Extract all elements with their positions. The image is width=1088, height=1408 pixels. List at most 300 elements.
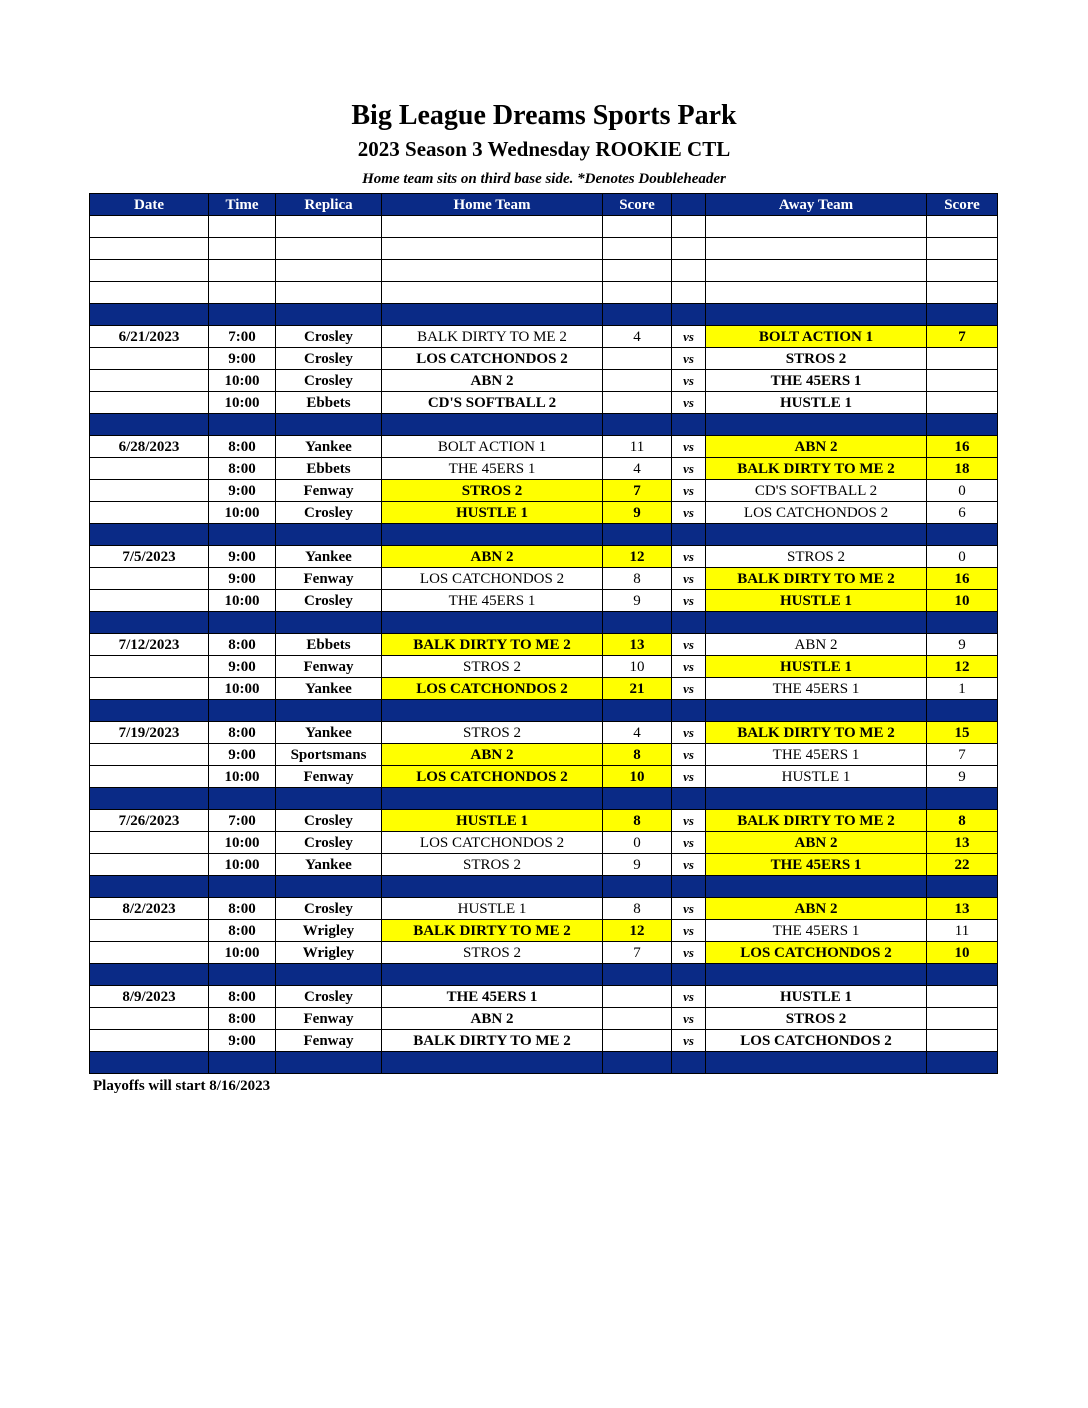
date-cell <box>90 766 209 788</box>
replica-cell <box>276 282 382 304</box>
replica-cell <box>276 524 382 546</box>
home-team-cell <box>382 216 603 238</box>
week-separator-row <box>90 700 998 722</box>
home-score-cell <box>603 1030 672 1052</box>
vs-cell: vs <box>672 1030 706 1052</box>
replica-cell: Crosley <box>276 348 382 370</box>
home-team-cell: LOS CATCHONDOS 2 <box>382 568 603 590</box>
week-separator-row <box>90 1052 998 1074</box>
time-cell <box>209 524 276 546</box>
away-score-cell: 9 <box>927 634 998 656</box>
home-team-cell: STROS 2 <box>382 480 603 502</box>
vs-cell <box>672 304 706 326</box>
away-team-cell: HUSTLE 1 <box>706 986 927 1008</box>
away-team-cell: HUSTLE 1 <box>706 392 927 414</box>
vs-cell: vs <box>672 392 706 414</box>
away-team-cell: BALK DIRTY TO ME 2 <box>706 810 927 832</box>
replica-cell: Fenway <box>276 766 382 788</box>
away-score-cell <box>927 964 998 986</box>
column-header-time: Time <box>209 194 276 216</box>
time-cell: 7:00 <box>209 326 276 348</box>
vs-cell <box>672 414 706 436</box>
time-cell: 10:00 <box>209 766 276 788</box>
home-team-cell <box>382 524 603 546</box>
date-cell: 7/12/2023 <box>90 634 209 656</box>
away-team-cell: STROS 2 <box>706 348 927 370</box>
game-row <box>90 986 998 1008</box>
date-cell <box>90 744 209 766</box>
date-cell <box>90 656 209 678</box>
away-score-cell <box>927 986 998 1008</box>
home-team-cell: ABN 2 <box>382 370 603 392</box>
vs-cell <box>672 238 706 260</box>
away-score-cell: 15 <box>927 722 998 744</box>
time-cell <box>209 964 276 986</box>
away-team-cell <box>706 414 927 436</box>
away-score-cell <box>927 1008 998 1030</box>
away-score-cell <box>927 700 998 722</box>
home-score-cell <box>603 304 672 326</box>
home-score-cell: 8 <box>603 744 672 766</box>
replica-cell: Crosley <box>276 502 382 524</box>
date-cell <box>90 282 209 304</box>
week-separator-row <box>90 414 998 436</box>
date-cell <box>90 700 209 722</box>
game-row <box>90 370 998 392</box>
home-team-cell: ABN 2 <box>382 1008 603 1030</box>
home-team-cell <box>382 238 603 260</box>
home-score-cell <box>603 260 672 282</box>
vs-cell: vs <box>672 568 706 590</box>
date-cell <box>90 392 209 414</box>
time-cell: 8:00 <box>209 898 276 920</box>
date-cell <box>90 568 209 590</box>
replica-cell: Crosley <box>276 898 382 920</box>
away-score-cell: 10 <box>927 590 998 612</box>
away-team-cell: THE 45ERS 1 <box>706 744 927 766</box>
game-row <box>90 546 998 568</box>
date-cell <box>90 480 209 502</box>
away-team-cell: LOS CATCHONDOS 2 <box>706 942 927 964</box>
home-team-cell: LOS CATCHONDOS 2 <box>382 678 603 700</box>
vs-cell: vs <box>672 590 706 612</box>
column-header-away-score: Score <box>927 194 998 216</box>
replica-cell: Yankee <box>276 546 382 568</box>
away-team-cell: STROS 2 <box>706 1008 927 1030</box>
home-score-cell <box>603 788 672 810</box>
away-team-cell <box>706 876 927 898</box>
away-team-cell: ABN 2 <box>706 634 927 656</box>
home-team-cell <box>382 282 603 304</box>
time-cell <box>209 304 276 326</box>
away-score-cell <box>927 1030 998 1052</box>
away-score-cell: 12 <box>927 656 998 678</box>
game-row <box>90 480 998 502</box>
home-score-cell: 10 <box>603 656 672 678</box>
vs-cell: vs <box>672 634 706 656</box>
vs-cell: vs <box>672 678 706 700</box>
date-cell <box>90 304 209 326</box>
game-row <box>90 678 998 700</box>
replica-cell: Yankee <box>276 722 382 744</box>
vs-cell: vs <box>672 1008 706 1030</box>
replica-cell <box>276 216 382 238</box>
home-team-cell: BALK DIRTY TO ME 2 <box>382 1030 603 1052</box>
replica-cell: Yankee <box>276 678 382 700</box>
away-score-cell <box>927 392 998 414</box>
date-cell <box>90 1052 209 1074</box>
replica-cell: Crosley <box>276 832 382 854</box>
date-cell <box>90 920 209 942</box>
replica-cell <box>276 238 382 260</box>
away-team-cell: ABN 2 <box>706 436 927 458</box>
vs-cell: vs <box>672 458 706 480</box>
home-score-cell: 12 <box>603 546 672 568</box>
date-cell <box>90 260 209 282</box>
away-team-cell <box>706 700 927 722</box>
vs-cell: vs <box>672 722 706 744</box>
home-score-cell <box>603 1008 672 1030</box>
vs-cell: vs <box>672 546 706 568</box>
game-row <box>90 766 998 788</box>
header-row <box>90 194 998 216</box>
home-score-cell <box>603 370 672 392</box>
vs-cell: vs <box>672 920 706 942</box>
away-team-cell: HUSTLE 1 <box>706 590 927 612</box>
replica-cell <box>276 964 382 986</box>
away-score-cell <box>927 612 998 634</box>
time-cell: 10:00 <box>209 590 276 612</box>
date-cell <box>90 678 209 700</box>
home-score-cell <box>603 986 672 1008</box>
time-cell: 9:00 <box>209 546 276 568</box>
blank-row <box>90 260 998 282</box>
vs-cell: vs <box>672 656 706 678</box>
game-row <box>90 656 998 678</box>
date-cell <box>90 1030 209 1052</box>
date-cell <box>90 238 209 260</box>
home-team-cell: LOS CATCHONDOS 2 <box>382 348 603 370</box>
away-team-cell: HUSTLE 1 <box>706 766 927 788</box>
playoffs-note: Playoffs will start 8/16/2023 <box>93 1078 271 1094</box>
time-cell: 10:00 <box>209 854 276 876</box>
vs-cell <box>672 700 706 722</box>
vs-cell: vs <box>672 986 706 1008</box>
replica-cell: Yankee <box>276 854 382 876</box>
replica-cell: Sportsmans <box>276 744 382 766</box>
time-cell <box>209 612 276 634</box>
game-row <box>90 348 998 370</box>
vs-cell <box>672 876 706 898</box>
date-cell <box>90 964 209 986</box>
date-cell: 8/2/2023 <box>90 898 209 920</box>
date-cell <box>90 216 209 238</box>
replica-cell: Fenway <box>276 1030 382 1052</box>
game-row <box>90 590 998 612</box>
vs-cell: vs <box>672 942 706 964</box>
time-cell <box>209 700 276 722</box>
home-score-cell: 9 <box>603 590 672 612</box>
game-row <box>90 458 998 480</box>
game-row <box>90 722 998 744</box>
time-cell: 9:00 <box>209 348 276 370</box>
away-score-cell: 16 <box>927 568 998 590</box>
away-score-cell: 1 <box>927 678 998 700</box>
game-row <box>90 898 998 920</box>
date-cell <box>90 458 209 480</box>
home-score-cell: 8 <box>603 898 672 920</box>
away-team-cell: THE 45ERS 1 <box>706 370 927 392</box>
vs-cell: vs <box>672 898 706 920</box>
date-cell <box>90 590 209 612</box>
time-cell: 8:00 <box>209 634 276 656</box>
home-team-cell: LOS CATCHONDOS 2 <box>382 832 603 854</box>
vs-cell <box>672 788 706 810</box>
away-team-cell: CD'S SOFTBALL 2 <box>706 480 927 502</box>
home-team-cell: STROS 2 <box>382 942 603 964</box>
home-score-cell: 8 <box>603 810 672 832</box>
away-score-cell: 0 <box>927 480 998 502</box>
away-score-cell <box>927 1052 998 1074</box>
page-title: Big League Dreams Sports Park <box>351 100 737 131</box>
date-cell <box>90 524 209 546</box>
home-team-cell: STROS 2 <box>382 656 603 678</box>
home-team-cell <box>382 304 603 326</box>
home-score-cell <box>603 348 672 370</box>
time-cell: 8:00 <box>209 722 276 744</box>
replica-cell: Ebbets <box>276 634 382 656</box>
time-cell: 9:00 <box>209 656 276 678</box>
game-row <box>90 832 998 854</box>
week-separator-row <box>90 788 998 810</box>
away-score-cell <box>927 788 998 810</box>
blank-row <box>90 282 998 304</box>
replica-cell <box>276 612 382 634</box>
column-header-away-team: Away Team <box>706 194 927 216</box>
vs-cell <box>672 612 706 634</box>
vs-cell <box>672 216 706 238</box>
vs-cell: vs <box>672 436 706 458</box>
away-score-cell: 7 <box>927 744 998 766</box>
vs-cell: vs <box>672 810 706 832</box>
vs-cell: vs <box>672 326 706 348</box>
home-score-cell <box>603 1052 672 1074</box>
replica-cell: Ebbets <box>276 392 382 414</box>
vs-cell <box>672 282 706 304</box>
time-cell <box>209 216 276 238</box>
away-team-cell: HUSTLE 1 <box>706 656 927 678</box>
away-score-cell <box>927 216 998 238</box>
home-score-cell <box>603 524 672 546</box>
away-score-cell <box>927 370 998 392</box>
away-team-cell: ABN 2 <box>706 832 927 854</box>
away-score-cell <box>927 282 998 304</box>
home-score-cell <box>603 700 672 722</box>
home-team-cell: HUSTLE 1 <box>382 502 603 524</box>
game-row <box>90 920 998 942</box>
vs-cell <box>672 524 706 546</box>
vs-cell: vs <box>672 370 706 392</box>
time-cell <box>209 282 276 304</box>
column-header-home-score: Score <box>603 194 672 216</box>
away-team-cell <box>706 1052 927 1074</box>
vs-cell: vs <box>672 766 706 788</box>
away-score-cell <box>927 304 998 326</box>
date-cell <box>90 348 209 370</box>
replica-cell: Fenway <box>276 568 382 590</box>
replica-cell <box>276 260 382 282</box>
away-team-cell <box>706 964 927 986</box>
replica-cell <box>276 1052 382 1074</box>
game-row <box>90 568 998 590</box>
column-header-home-team: Home Team <box>382 194 603 216</box>
vs-cell: vs <box>672 854 706 876</box>
doubleheader-note: Home team sits on third base side. *Denotes Doubleheader <box>362 171 726 187</box>
home-team-cell: ABN 2 <box>382 546 603 568</box>
date-cell: 6/28/2023 <box>90 436 209 458</box>
away-score-cell: 6 <box>927 502 998 524</box>
replica-cell <box>276 304 382 326</box>
column-header-date: Date <box>90 194 209 216</box>
away-score-cell: 13 <box>927 898 998 920</box>
home-team-cell: HUSTLE 1 <box>382 898 603 920</box>
home-score-cell: 11 <box>603 436 672 458</box>
date-cell <box>90 832 209 854</box>
home-team-cell: THE 45ERS 1 <box>382 590 603 612</box>
time-cell: 9:00 <box>209 1030 276 1052</box>
away-team-cell <box>706 216 927 238</box>
replica-cell: Fenway <box>276 656 382 678</box>
date-cell: 7/5/2023 <box>90 546 209 568</box>
time-cell: 8:00 <box>209 920 276 942</box>
home-score-cell: 7 <box>603 942 672 964</box>
away-score-cell: 18 <box>927 458 998 480</box>
away-team-cell: BOLT ACTION 1 <box>706 326 927 348</box>
date-cell <box>90 942 209 964</box>
home-score-cell: 7 <box>603 480 672 502</box>
time-cell: 10:00 <box>209 678 276 700</box>
week-separator-row <box>90 304 998 326</box>
away-team-cell: BALK DIRTY TO ME 2 <box>706 458 927 480</box>
time-cell <box>209 238 276 260</box>
away-score-cell <box>927 876 998 898</box>
replica-cell: Wrigley <box>276 920 382 942</box>
game-row <box>90 1008 998 1030</box>
home-score-cell: 9 <box>603 502 672 524</box>
date-cell: 7/26/2023 <box>90 810 209 832</box>
away-team-cell: ABN 2 <box>706 898 927 920</box>
away-team-cell <box>706 238 927 260</box>
replica-cell <box>276 876 382 898</box>
time-cell: 8:00 <box>209 436 276 458</box>
date-cell <box>90 1008 209 1030</box>
home-team-cell: BOLT ACTION 1 <box>382 436 603 458</box>
column-header-replica: Replica <box>276 194 382 216</box>
home-score-cell <box>603 612 672 634</box>
away-team-cell <box>706 260 927 282</box>
home-team-cell <box>382 964 603 986</box>
date-cell <box>90 502 209 524</box>
time-cell: 10:00 <box>209 370 276 392</box>
home-team-cell: HUSTLE 1 <box>382 810 603 832</box>
date-cell <box>90 854 209 876</box>
week-separator-row <box>90 612 998 634</box>
away-score-cell: 0 <box>927 546 998 568</box>
game-row <box>90 810 998 832</box>
home-score-cell <box>603 876 672 898</box>
vs-cell <box>672 260 706 282</box>
away-score-cell: 7 <box>927 326 998 348</box>
vs-cell: vs <box>672 348 706 370</box>
home-team-cell: CD'S SOFTBALL 2 <box>382 392 603 414</box>
home-team-cell: THE 45ERS 1 <box>382 458 603 480</box>
home-team-cell <box>382 1052 603 1074</box>
replica-cell: Crosley <box>276 326 382 348</box>
home-team-cell <box>382 414 603 436</box>
date-cell: 6/21/2023 <box>90 326 209 348</box>
home-team-cell <box>382 876 603 898</box>
game-row <box>90 634 998 656</box>
away-score-cell <box>927 260 998 282</box>
time-cell: 9:00 <box>209 568 276 590</box>
away-score-cell: 10 <box>927 942 998 964</box>
home-score-cell: 9 <box>603 854 672 876</box>
home-score-cell <box>603 238 672 260</box>
time-cell <box>209 1052 276 1074</box>
home-team-cell <box>382 788 603 810</box>
game-row <box>90 942 998 964</box>
away-team-cell: THE 45ERS 1 <box>706 854 927 876</box>
date-cell: 7/19/2023 <box>90 722 209 744</box>
time-cell: 8:00 <box>209 1008 276 1030</box>
home-team-cell: BALK DIRTY TO ME 2 <box>382 326 603 348</box>
away-team-cell: THE 45ERS 1 <box>706 920 927 942</box>
game-row <box>90 436 998 458</box>
schedule-body <box>90 216 998 1074</box>
schedule-table <box>89 193 998 1074</box>
away-team-cell <box>706 304 927 326</box>
replica-cell <box>276 414 382 436</box>
blank-row <box>90 216 998 238</box>
home-team-cell <box>382 612 603 634</box>
away-score-cell: 11 <box>927 920 998 942</box>
away-score-cell <box>927 524 998 546</box>
away-score-cell: 16 <box>927 436 998 458</box>
time-cell: 10:00 <box>209 942 276 964</box>
replica-cell: Crosley <box>276 590 382 612</box>
column-header-vs <box>672 194 706 216</box>
vs-cell: vs <box>672 502 706 524</box>
home-score-cell <box>603 392 672 414</box>
home-score-cell: 13 <box>603 634 672 656</box>
replica-cell: Wrigley <box>276 942 382 964</box>
away-score-cell <box>927 348 998 370</box>
date-cell <box>90 788 209 810</box>
away-team-cell: LOS CATCHONDOS 2 <box>706 502 927 524</box>
game-row <box>90 854 998 876</box>
home-score-cell: 10 <box>603 766 672 788</box>
time-cell <box>209 260 276 282</box>
replica-cell: Yankee <box>276 436 382 458</box>
home-team-cell: ABN 2 <box>382 744 603 766</box>
vs-cell: vs <box>672 744 706 766</box>
home-score-cell <box>603 282 672 304</box>
time-cell: 8:00 <box>209 458 276 480</box>
away-team-cell <box>706 612 927 634</box>
replica-cell <box>276 700 382 722</box>
game-row <box>90 326 998 348</box>
game-row <box>90 744 998 766</box>
